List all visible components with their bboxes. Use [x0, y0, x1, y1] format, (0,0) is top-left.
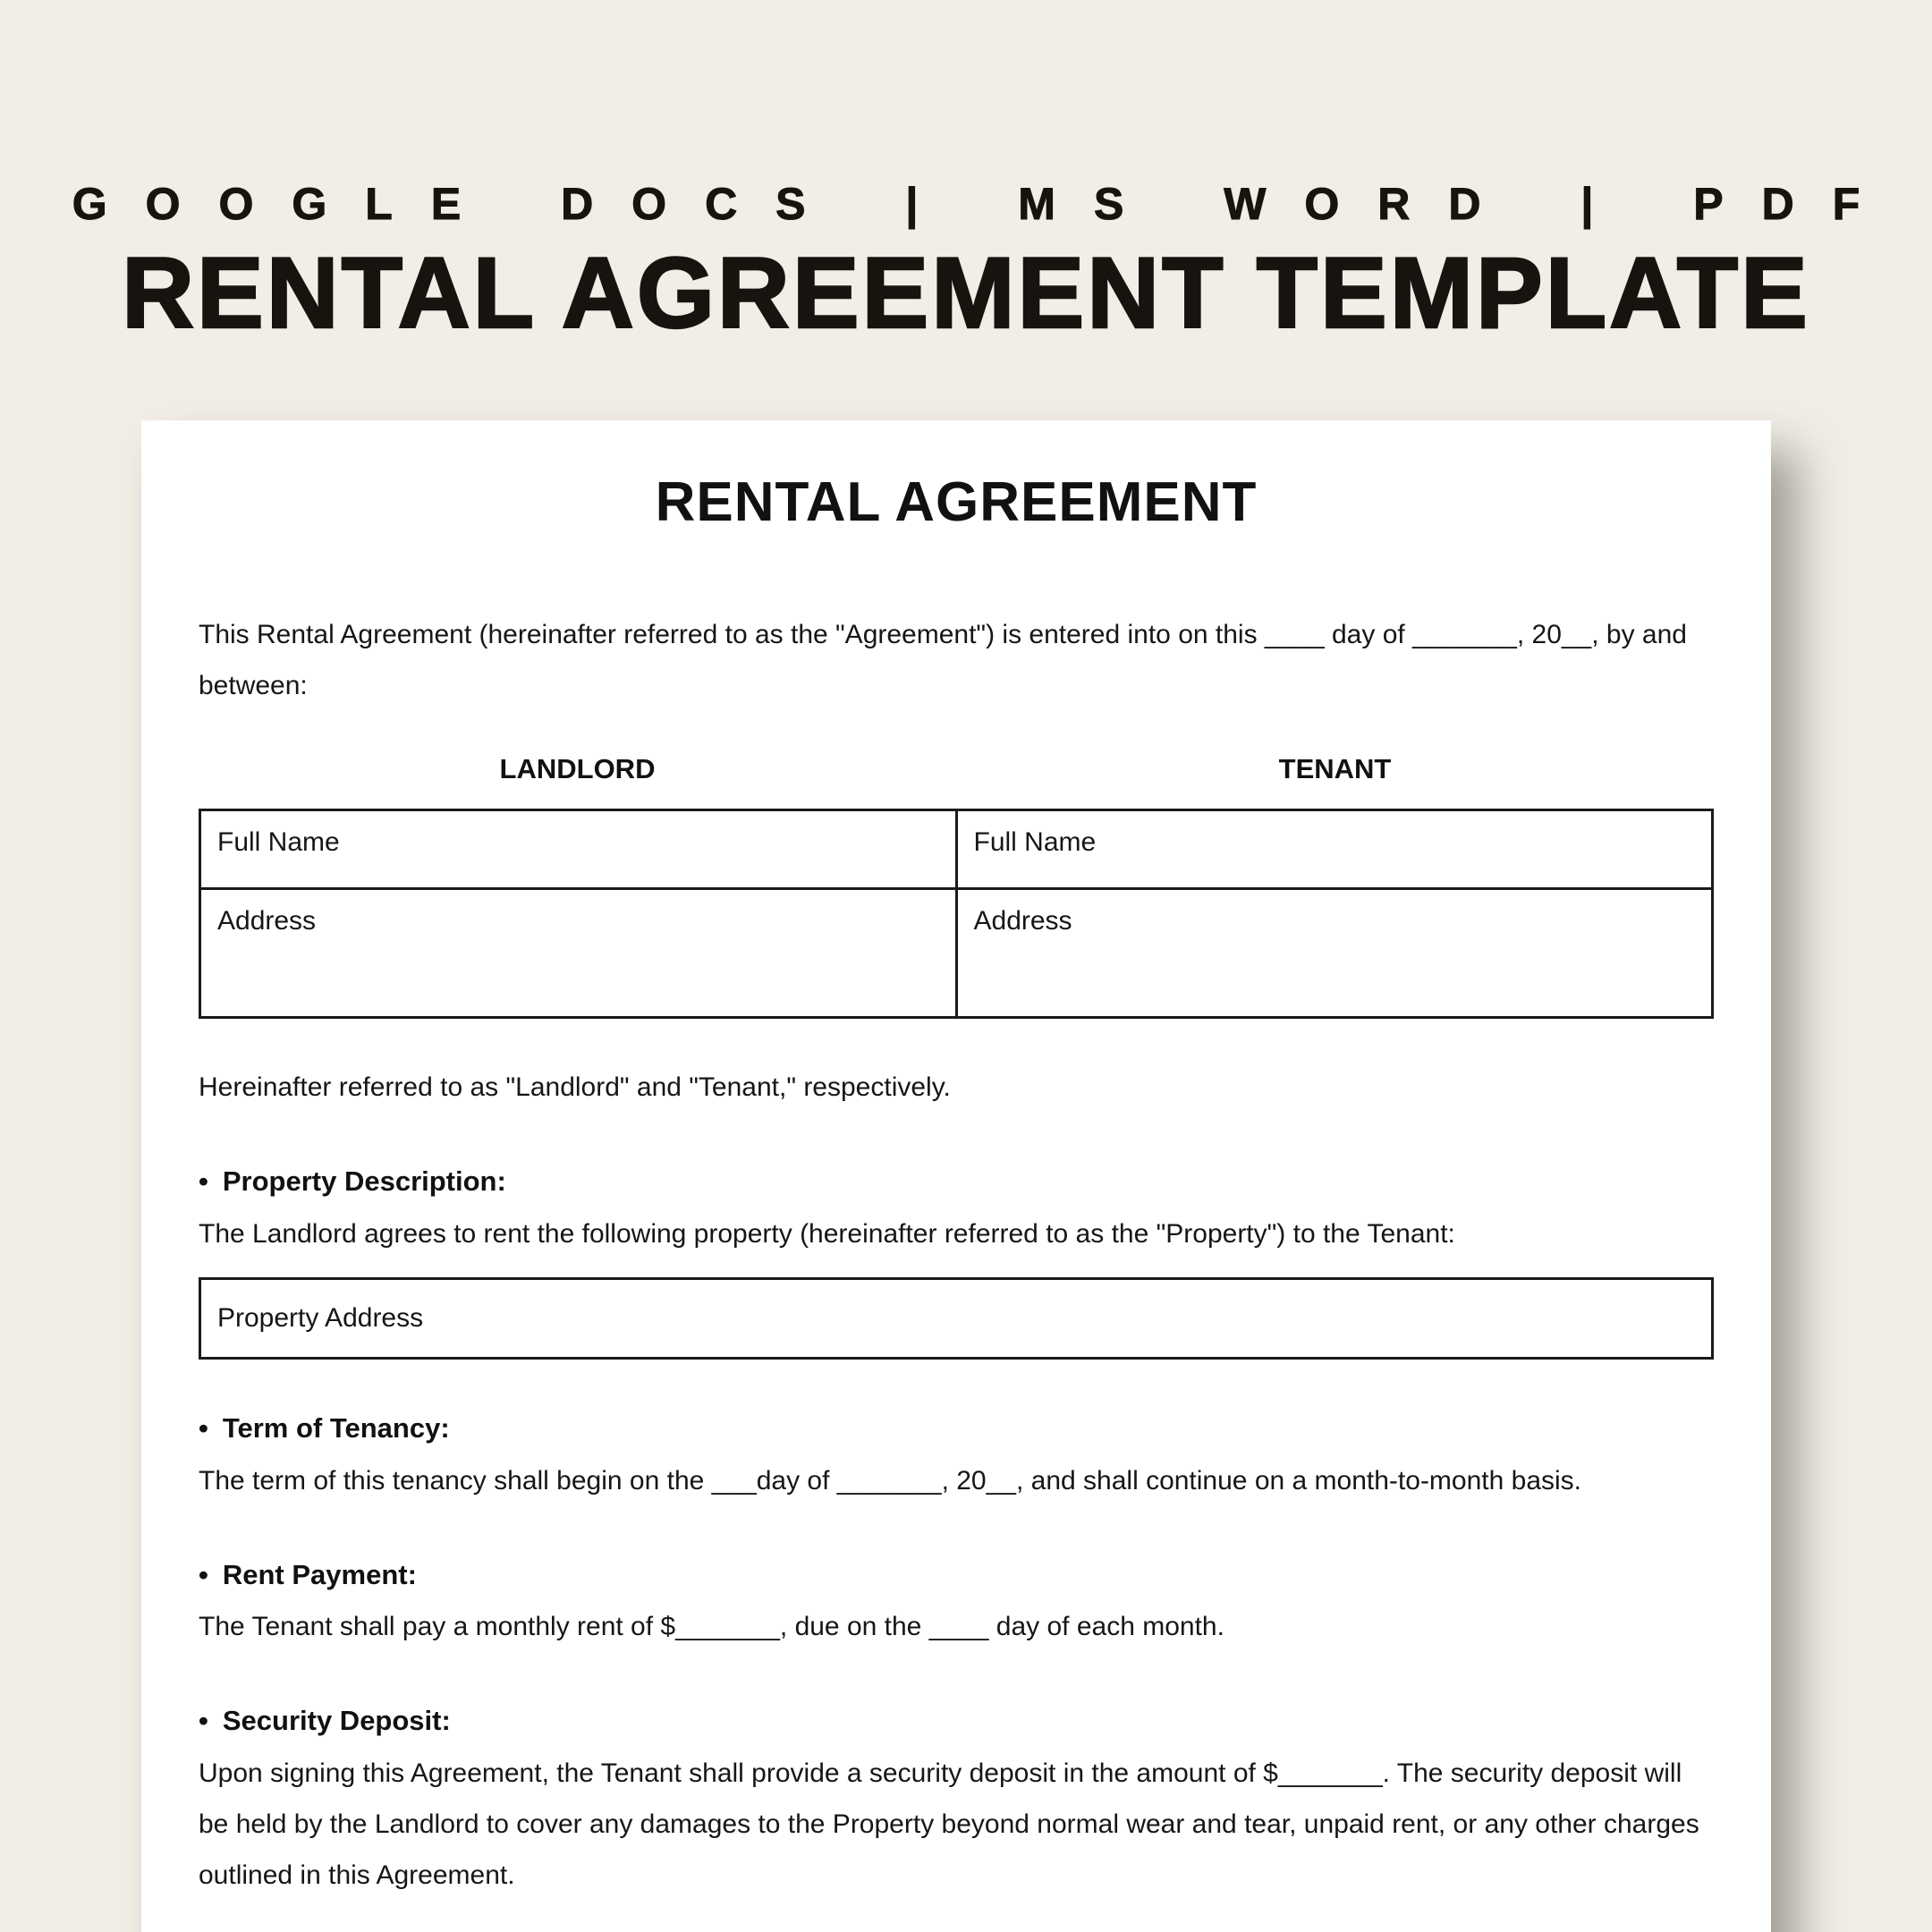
section-body: The Tenant shall pay a monthly rent of $_______, due on the ____ day of each month.	[199, 1612, 1224, 1642]
landlord-address-cell: Address	[200, 888, 957, 1017]
section-body: The Landlord agrees to rent the following property (hereinafter referred to as the "Property") to the Tenant:	[199, 1218, 1455, 1249]
landlord-fullname-cell: Full Name	[200, 809, 957, 888]
tenant-header: TENANT	[1278, 752, 1392, 784]
bullet-icon: •	[199, 1411, 208, 1444]
section-title-text: Term of Tenancy:	[222, 1411, 450, 1444]
table-row-fullname	[200, 809, 1713, 888]
section-title-text: Property Description:	[222, 1165, 506, 1197]
section-title-text: Rent Payment:	[222, 1558, 417, 1590]
tenant-fullname-cell: Full Name	[956, 809, 1713, 888]
section-heading	[199, 1695, 1714, 1748]
section-property-description	[199, 1156, 1714, 1360]
document-page	[141, 420, 1771, 1932]
section-rent-payment	[199, 1549, 1714, 1653]
table-row-address	[200, 888, 1713, 1017]
section-heading	[199, 1156, 1714, 1208]
section-heading	[199, 1549, 1714, 1602]
bullet-icon: •	[199, 1165, 208, 1197]
parties-note: Hereinafter referred to as "Landlord" and "Tenant," respectively.	[199, 1072, 951, 1102]
intro-paragraph: This Rental Agreement (hereinafter referred to as the "Agreement") is entered into on this ____ day of _______, 20__, by and between:	[199, 619, 1687, 700]
banner-subtitle: GOOGLE DOCS | MS WORD | PDF	[72, 179, 1899, 229]
property-address-label: Property Address	[217, 1302, 424, 1333]
document-title: RENTAL AGREEMENT	[655, 470, 1258, 533]
parties-table	[199, 809, 1714, 1019]
party-headers	[199, 743, 1714, 796]
property-address-box	[199, 1277, 1714, 1360]
section-body: Upon signing this Agreement, the Tenant shall provide a security deposit in the amount of $_______. The security deposit will be held by the Landlord to cover any damages to the Property beyond normal wear and tear, unpaid rent, or any other charges outlined in this Agreement.	[199, 1758, 1699, 1891]
section-heading	[199, 1402, 1714, 1455]
banner-title: RENTAL AGREEMENT TEMPLATE	[122, 237, 1810, 349]
section-security-deposit	[199, 1695, 1714, 1901]
banner	[0, 0, 1932, 349]
tenant-address-cell: Address	[956, 888, 1713, 1017]
section-term-of-tenancy	[199, 1402, 1714, 1506]
section-title-text: Security Deposit:	[222, 1705, 451, 1737]
bullet-icon: •	[199, 1705, 208, 1737]
landlord-header: LANDLORD	[499, 752, 656, 784]
bullet-icon: •	[199, 1558, 208, 1590]
section-body: The term of this tenancy shall begin on the ___day of _______, 20__, and shall continue on a month-to-month basis.	[199, 1465, 1582, 1496]
